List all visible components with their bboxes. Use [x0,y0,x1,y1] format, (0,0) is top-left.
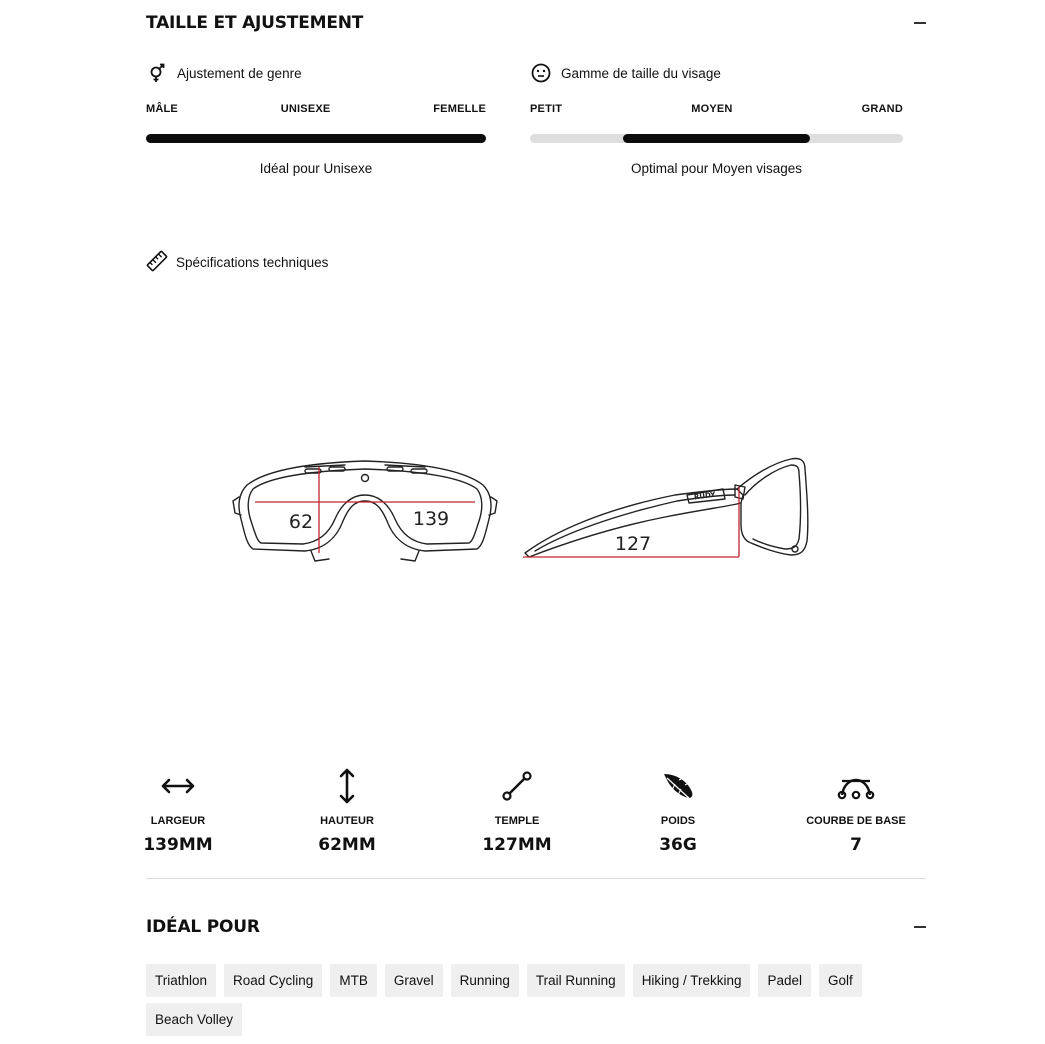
tag-beach-volley[interactable]: Beach Volley [146,1003,242,1036]
feather-icon [608,767,748,805]
tag-padel[interactable]: Padel [758,964,811,997]
metric-weight-value: 36G [659,835,697,855]
gender-label-male: MÂLE [146,103,178,115]
ideal-for-tag-list [146,964,926,1036]
face-scale-track [530,134,903,143]
ruler-icon [146,250,168,275]
side-view-drawing [525,458,808,557]
temple-dimension-label: 127 [614,533,652,555]
gender-fit-heading-text: Ajustement de genre [177,65,302,81]
face-label-small: PETIT [530,103,563,115]
tech-specs-heading-text: Spécifications techniques [176,255,329,270]
face-icon [530,62,552,84]
face-scale-fill [623,134,810,143]
gender-icon [146,62,168,84]
glasses-dimension-diagram [225,445,825,580]
gender-fit-heading [146,62,486,84]
metric-base-curve-value: 7 [850,835,862,855]
metric-height-value: 62MM [318,835,376,855]
tag-hiking-trekking[interactable]: Hiking / Trekking [633,964,751,997]
face-label-medium: MOYEN [691,103,733,115]
metric-height-label: HAUTEUR [320,815,374,827]
metric-temple-label: TEMPLE [494,815,540,827]
width-arrows-icon [108,767,248,805]
tag-triathlon[interactable]: Triathlon [146,964,216,997]
width-dimension-label: 139 [412,508,450,530]
height-arrows-icon [277,767,417,805]
tag-road-cycling[interactable]: Road Cycling [224,964,322,997]
gender-scale-track [146,134,486,143]
gender-label-female: FEMELLE [433,103,486,115]
ideal-for-collapse-button[interactable] [913,920,927,934]
tag-gravel[interactable]: Gravel [385,964,443,997]
gender-fit-caption: Idéal pour Unisexe [259,161,373,176]
metric-width-label: LARGEUR [150,815,206,827]
metric-temple [447,767,587,855]
metric-width-value: 139MM [143,835,213,855]
gender-scale-fill [146,134,486,143]
metric-weight-label: POIDS [660,815,696,827]
minus-icon [914,22,926,24]
face-scale-labels [530,103,903,115]
face-size-heading [530,62,903,84]
metric-height [277,767,417,855]
metric-temple-value: 127MM [482,835,552,855]
metric-weight [608,767,748,855]
height-dimension-label: 62 [288,511,314,533]
metric-width [108,767,248,855]
tag-running[interactable]: Running [451,964,519,997]
metric-base-curve-label: COURBE DE BASE [806,815,906,827]
gender-scale-labels [146,103,486,115]
size-fit-title: TAILLE ET AJUSTEMENT [146,13,364,33]
face-size-caption: Optimal pour Moyen visages [630,161,803,176]
tag-trail-running[interactable]: Trail Running [527,964,625,997]
brand-logo-text: RUDY [693,490,716,502]
front-view-drawing [233,461,497,561]
size-fit-collapse-button[interactable] [913,16,927,30]
tech-specs-heading [146,250,328,275]
ideal-for-title: IDÉAL POUR [146,917,260,937]
gender-fit-panel [146,62,486,176]
section-divider [146,878,926,879]
face-size-heading-text: Gamme de taille du visage [561,65,721,81]
tag-golf[interactable]: Golf [819,964,862,997]
curve-icon [786,767,926,805]
tag-mtb[interactable]: MTB [330,964,377,997]
temple-icon [447,767,587,805]
minus-icon [914,926,926,928]
metric-base-curve [786,767,926,855]
face-size-panel [530,62,903,176]
face-label-large: GRAND [861,103,903,115]
gender-label-unisex: UNISEXE [280,103,331,115]
